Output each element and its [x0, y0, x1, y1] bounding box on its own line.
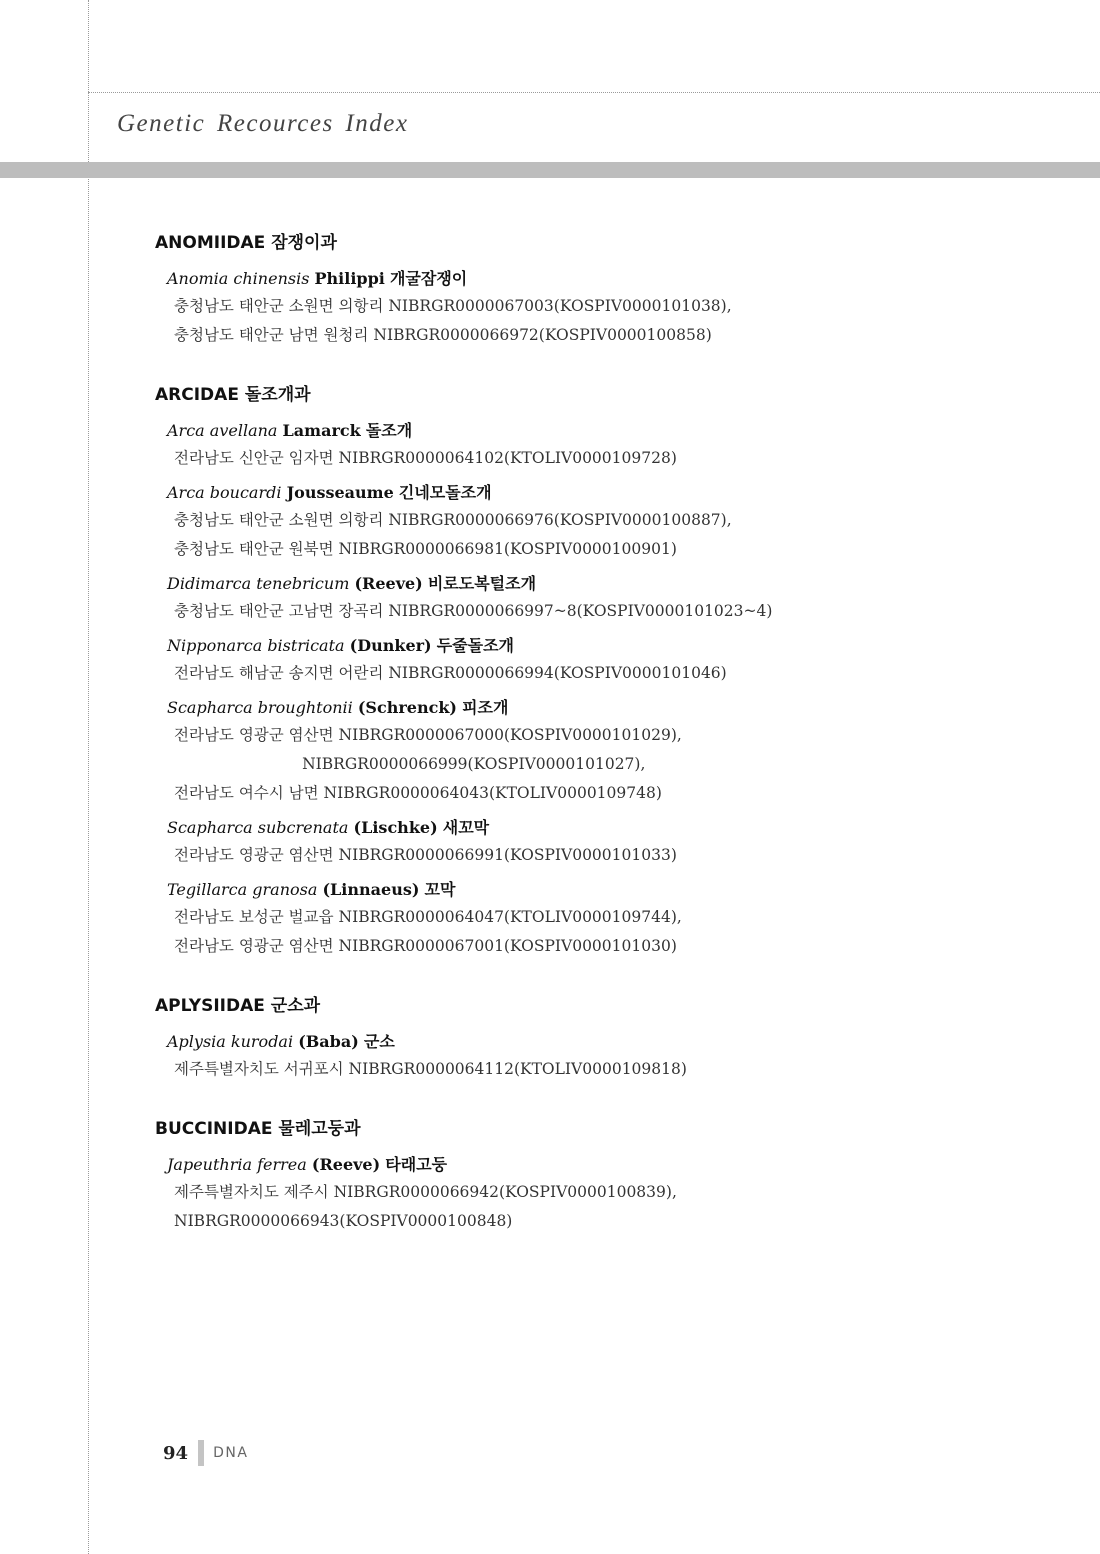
specimen-record: 제주특별자치도 제주시 NIBRGR0000066942(KOSPIV0000100839),: [174, 1183, 677, 1201]
family-heading: ARCIDAE 돌조개과: [155, 385, 311, 405]
species-entry: [155, 480, 1055, 564]
korean-name: 꼬막: [424, 880, 456, 899]
species-author: (Lischke): [353, 818, 438, 837]
specimen-record: 충청남도 태안군 소원면 의항리 NIBRGR0000067003(KOSPIV0000101038),: [174, 297, 732, 315]
species-line: [167, 571, 1055, 597]
species-line: [167, 815, 1055, 841]
footer-label: DNA: [213, 1445, 249, 1461]
scientific-name: Nipponarca bistricata: [167, 636, 345, 655]
specimen-record: 전라남도 여수시 남면 NIBRGR0000064043(KTOLIV0000109748): [174, 784, 662, 802]
scientific-name: Arca boucardi: [167, 483, 282, 502]
specimen-record: 충청남도 태안군 남면 원청리 NIBRGR0000066972(KOSPIV0000100858): [174, 326, 712, 344]
korean-name: 개굴잠쟁이: [389, 269, 468, 288]
species-line: [167, 266, 1055, 292]
scientific-name: Didimarca tenebricum: [167, 574, 350, 593]
species-entry: [155, 266, 1055, 350]
scientific-name: Scapharca broughtonii: [167, 698, 353, 717]
korean-name: 비로도복털조개: [427, 574, 537, 593]
species-entry: [155, 633, 1055, 688]
species-author: (Baba): [298, 1032, 359, 1051]
specimen-record: NIBRGR0000066943(KOSPIV0000100848): [174, 1212, 513, 1230]
species-entry: [155, 877, 1055, 961]
species-line: [167, 480, 1055, 506]
korean-name: 긴네모돌조개: [398, 483, 492, 502]
scientific-name: Tegillarca granosa: [167, 880, 318, 899]
species-line: [167, 1029, 1055, 1055]
specimen-record: 충청남도 태안군 원북면 NIBRGR0000066981(KOSPIV0000100901): [174, 540, 677, 558]
scientific-name: Aplysia kurodai: [167, 1032, 294, 1051]
header-band: [0, 162, 1100, 178]
index-content: [155, 232, 1055, 1270]
species-author: (Dunker): [349, 636, 432, 655]
family-section: [155, 1118, 1055, 1236]
page-number: 94: [163, 1442, 189, 1464]
scientific-name: Anomia chinensis: [167, 269, 310, 288]
species-author: Jousseaume: [286, 483, 394, 502]
family-heading: BUCCINIDAE 물레고둥과: [155, 1119, 361, 1139]
specimen-record: 전라남도 영광군 염산면 NIBRGR0000067001(KOSPIV0000101030): [174, 937, 677, 955]
korean-name: 피조개: [462, 698, 509, 717]
specimen-record: 전라남도 영광군 염산면 NIBRGR0000066991(KOSPIV0000101033): [174, 846, 677, 864]
korean-name: 두줄돌조개: [436, 636, 514, 655]
specimen-record: 충청남도 태안군 고남면 장곡리 NIBRGR0000066997~8(KOSPIV0000101023~4): [174, 602, 773, 620]
species-entry: [155, 815, 1055, 870]
species-entry: [155, 418, 1055, 473]
left-margin-rule: [88, 0, 89, 1554]
species-entry: [155, 1152, 1055, 1236]
species-line: [167, 418, 1055, 444]
scientific-name: Scapharca subcrenata: [167, 818, 349, 837]
species-line: [167, 695, 1055, 721]
family-heading: APLYSIIDAE 군소과: [155, 996, 321, 1016]
specimen-record: 전라남도 보성군 벌교읍 NIBRGR0000064047(KTOLIV0000109744),: [174, 908, 682, 926]
specimen-record: 전라남도 해남군 송지면 어란리 NIBRGR0000066994(KOSPIV0000101046): [174, 664, 727, 682]
species-author: (Schrenck): [357, 698, 457, 717]
korean-name: 타래고둥: [385, 1155, 448, 1174]
specimen-record: 충청남도 태안군 소원면 의항리 NIBRGR0000066976(KOSPIV0000100887),: [174, 511, 732, 529]
family-section: [155, 232, 1055, 350]
scientific-name: Japeuthria ferrea: [167, 1155, 307, 1174]
specimen-record: 제주특별자치도 서귀포시 NIBRGR0000064112(KTOLIV0000109818): [174, 1060, 687, 1078]
species-entry: [155, 571, 1055, 626]
korean-name: 군소: [363, 1032, 395, 1051]
species-author: Lamarck: [282, 421, 361, 440]
header-rule: [88, 92, 1100, 93]
species-author: (Reeve): [354, 574, 423, 593]
family-heading: ANOMIIDAE 잠쟁이과: [155, 233, 337, 253]
family-section: [155, 995, 1055, 1084]
species-line: [167, 633, 1055, 659]
korean-name: 새꼬막: [442, 818, 490, 837]
species-author: (Reeve): [311, 1155, 381, 1174]
specimen-record: NIBRGR0000066999(KOSPIV0000101027),: [174, 755, 646, 773]
species-author: (Linnaeus): [322, 880, 420, 899]
species-entry: [155, 1029, 1055, 1084]
species-line: [167, 877, 1055, 903]
species-author: Philippi: [314, 269, 385, 288]
page-footer: [163, 1438, 248, 1468]
family-section: [155, 384, 1055, 961]
species-entry: [155, 695, 1055, 808]
specimen-record: 전라남도 영광군 염산면 NIBRGR0000067000(KOSPIV0000101029),: [174, 726, 682, 744]
running-header-title: Genetic Recources Index: [117, 110, 409, 137]
species-line: [167, 1152, 1055, 1178]
footer-divider: [198, 1440, 204, 1466]
specimen-record: 전라남도 신안군 임자면 NIBRGR0000064102(KTOLIV0000109728): [174, 449, 677, 467]
scientific-name: Arca avellana: [167, 421, 278, 440]
korean-name: 돌조개: [365, 421, 413, 440]
